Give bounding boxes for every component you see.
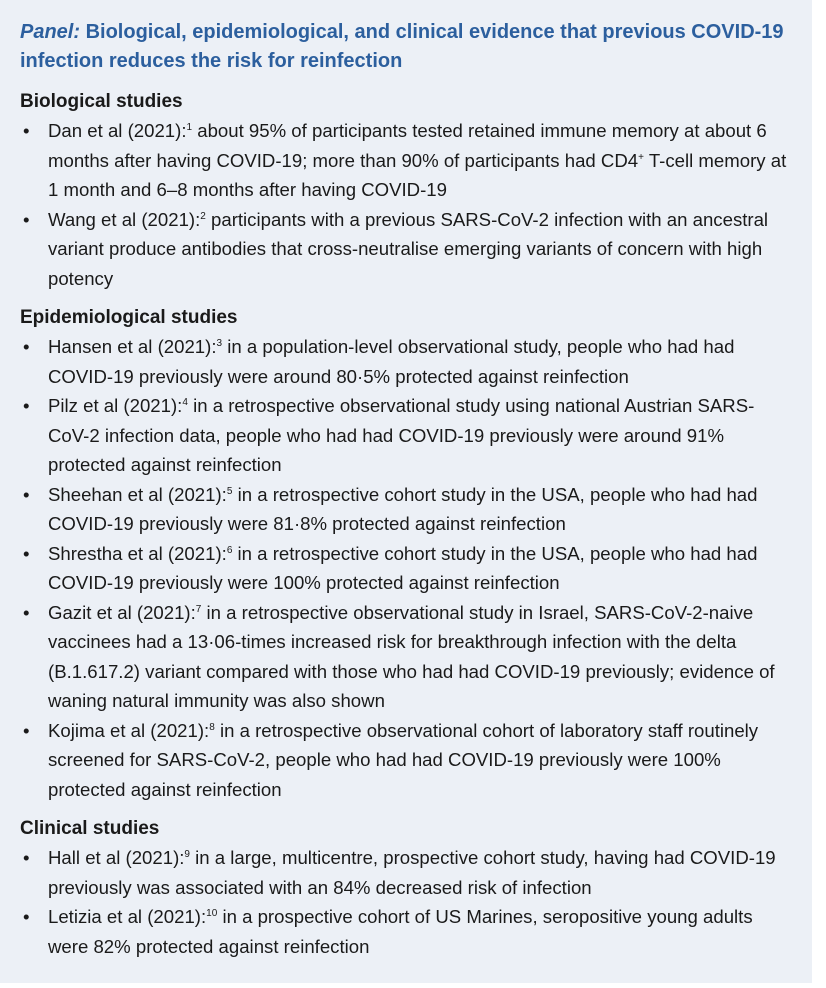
list-item	[20, 902, 792, 961]
citation: Hansen et al (2021):	[48, 336, 217, 357]
finding-text: in a retrospective cohort study in the USA, people who had had COVID-19 previously were 81·8% protected against reinfection	[48, 483, 758, 534]
section-biological	[20, 87, 792, 293]
finding-text: participants with a previous SARS-CoV-2 infection with an ancestral variant produce antibodies that cross-neutralise emerging variants of concern with high potency	[48, 208, 769, 289]
reference-number: 8	[209, 721, 215, 733]
citation: Gazit et al (2021):	[48, 601, 196, 623]
section-heading: Biological studies	[20, 91, 183, 112]
finding-text: in a prospective cohort of US Marines, seropositive young adults were 82% protected against reinfection	[48, 906, 753, 957]
reference-number: 3	[216, 337, 223, 349]
bullet-icon: •	[23, 120, 30, 141]
bullet-icon: •	[23, 395, 30, 416]
citation: Kojima et al (2021):	[48, 719, 210, 741]
finding-text: in a retrospective observational study in Israel, SARS-CoV-2-naive vaccinees had a 13·06-times increased risk for breakthrough infection with the delta (B.1.617.2) variant compared with those who had had COVID-19 previously; evidence of waning natural immunity was also shown	[48, 601, 775, 711]
superscript-plus: +	[638, 151, 644, 163]
panel-title	[20, 18, 792, 76]
citation: Wang et al (2021):	[48, 208, 201, 230]
bullet-icon: •	[23, 208, 30, 230]
reference-number: 2	[200, 210, 206, 222]
finding-text: in a retrospective observational study using national Austrian SARS-CoV-2 infection data, people who had had COVID-19 previously were around 91% protected against reinfection	[48, 395, 755, 475]
citation: Shrestha et al (2021):	[48, 542, 227, 564]
finding-text: in a population-level observational study, people who had had COVID-19 previously were around 80·5% protected against reinfection	[48, 336, 735, 387]
bullet-icon: •	[23, 542, 30, 564]
reference-number: 10	[206, 907, 218, 919]
finding-text: in a large, multicentre, prospective cohort study, having had COVID-19 previously was associated with an 84% decreased risk of infection	[48, 847, 776, 898]
citation: Letizia et al (2021):	[48, 906, 207, 927]
study-list	[20, 116, 792, 293]
finding-text: about 95% of participants tested retained immune memory at about 6 months after having COVID-19; more than 90% of participants had CD4	[48, 120, 767, 171]
section-heading: Clinical studies	[20, 818, 160, 839]
panel-title-text: Biological, epidemiological, and clinical evidence that previous COVID-19 infection reduces the risk for reinfection	[20, 21, 784, 72]
list-item	[20, 598, 792, 716]
list-item	[20, 539, 792, 598]
section-epidemiological	[20, 303, 792, 804]
reference-number: 4	[182, 396, 188, 408]
citation: Hall et al (2021):	[48, 847, 185, 868]
panel-title-prefix: Panel:	[20, 21, 81, 43]
list-item	[20, 116, 792, 205]
finding-text: in a retrospective observational cohort of laboratory staff routinely screened for SARS-CoV-2, people who had had COVID-19 previously were 100% protected against reinfection	[48, 719, 759, 800]
list-item	[20, 480, 792, 539]
bullet-icon: •	[23, 336, 30, 357]
reference-number: 7	[195, 603, 202, 615]
finding-text-cont: T-cell memory at 1 month and 6–8 months after having COVID-19	[48, 149, 787, 200]
study-list	[20, 332, 792, 804]
reference-number: 1	[186, 121, 193, 133]
list-item	[20, 332, 792, 391]
reference-number: 6	[226, 544, 233, 556]
list-item	[20, 716, 792, 805]
finding-text: in a retrospective cohort study in the USA, people who had had COVID-19 previously were 100% protected against reinfection	[48, 542, 758, 593]
citation: Sheehan et al (2021):	[48, 483, 227, 505]
section-heading: Epidemiological studies	[20, 307, 238, 328]
bullet-icon: •	[23, 719, 30, 741]
study-list	[20, 843, 792, 961]
list-item	[20, 391, 792, 480]
bullet-icon: •	[23, 601, 30, 623]
bullet-icon: •	[23, 483, 30, 505]
bullet-icon: •	[23, 847, 30, 868]
bullet-icon: •	[23, 906, 30, 927]
list-item	[20, 205, 792, 294]
citation: Dan et al (2021):	[48, 120, 187, 141]
section-clinical	[20, 814, 792, 961]
reference-number: 9	[184, 848, 190, 860]
reference-number: 5	[226, 485, 233, 497]
list-item	[20, 843, 792, 902]
citation: Pilz et al (2021):	[48, 395, 183, 416]
